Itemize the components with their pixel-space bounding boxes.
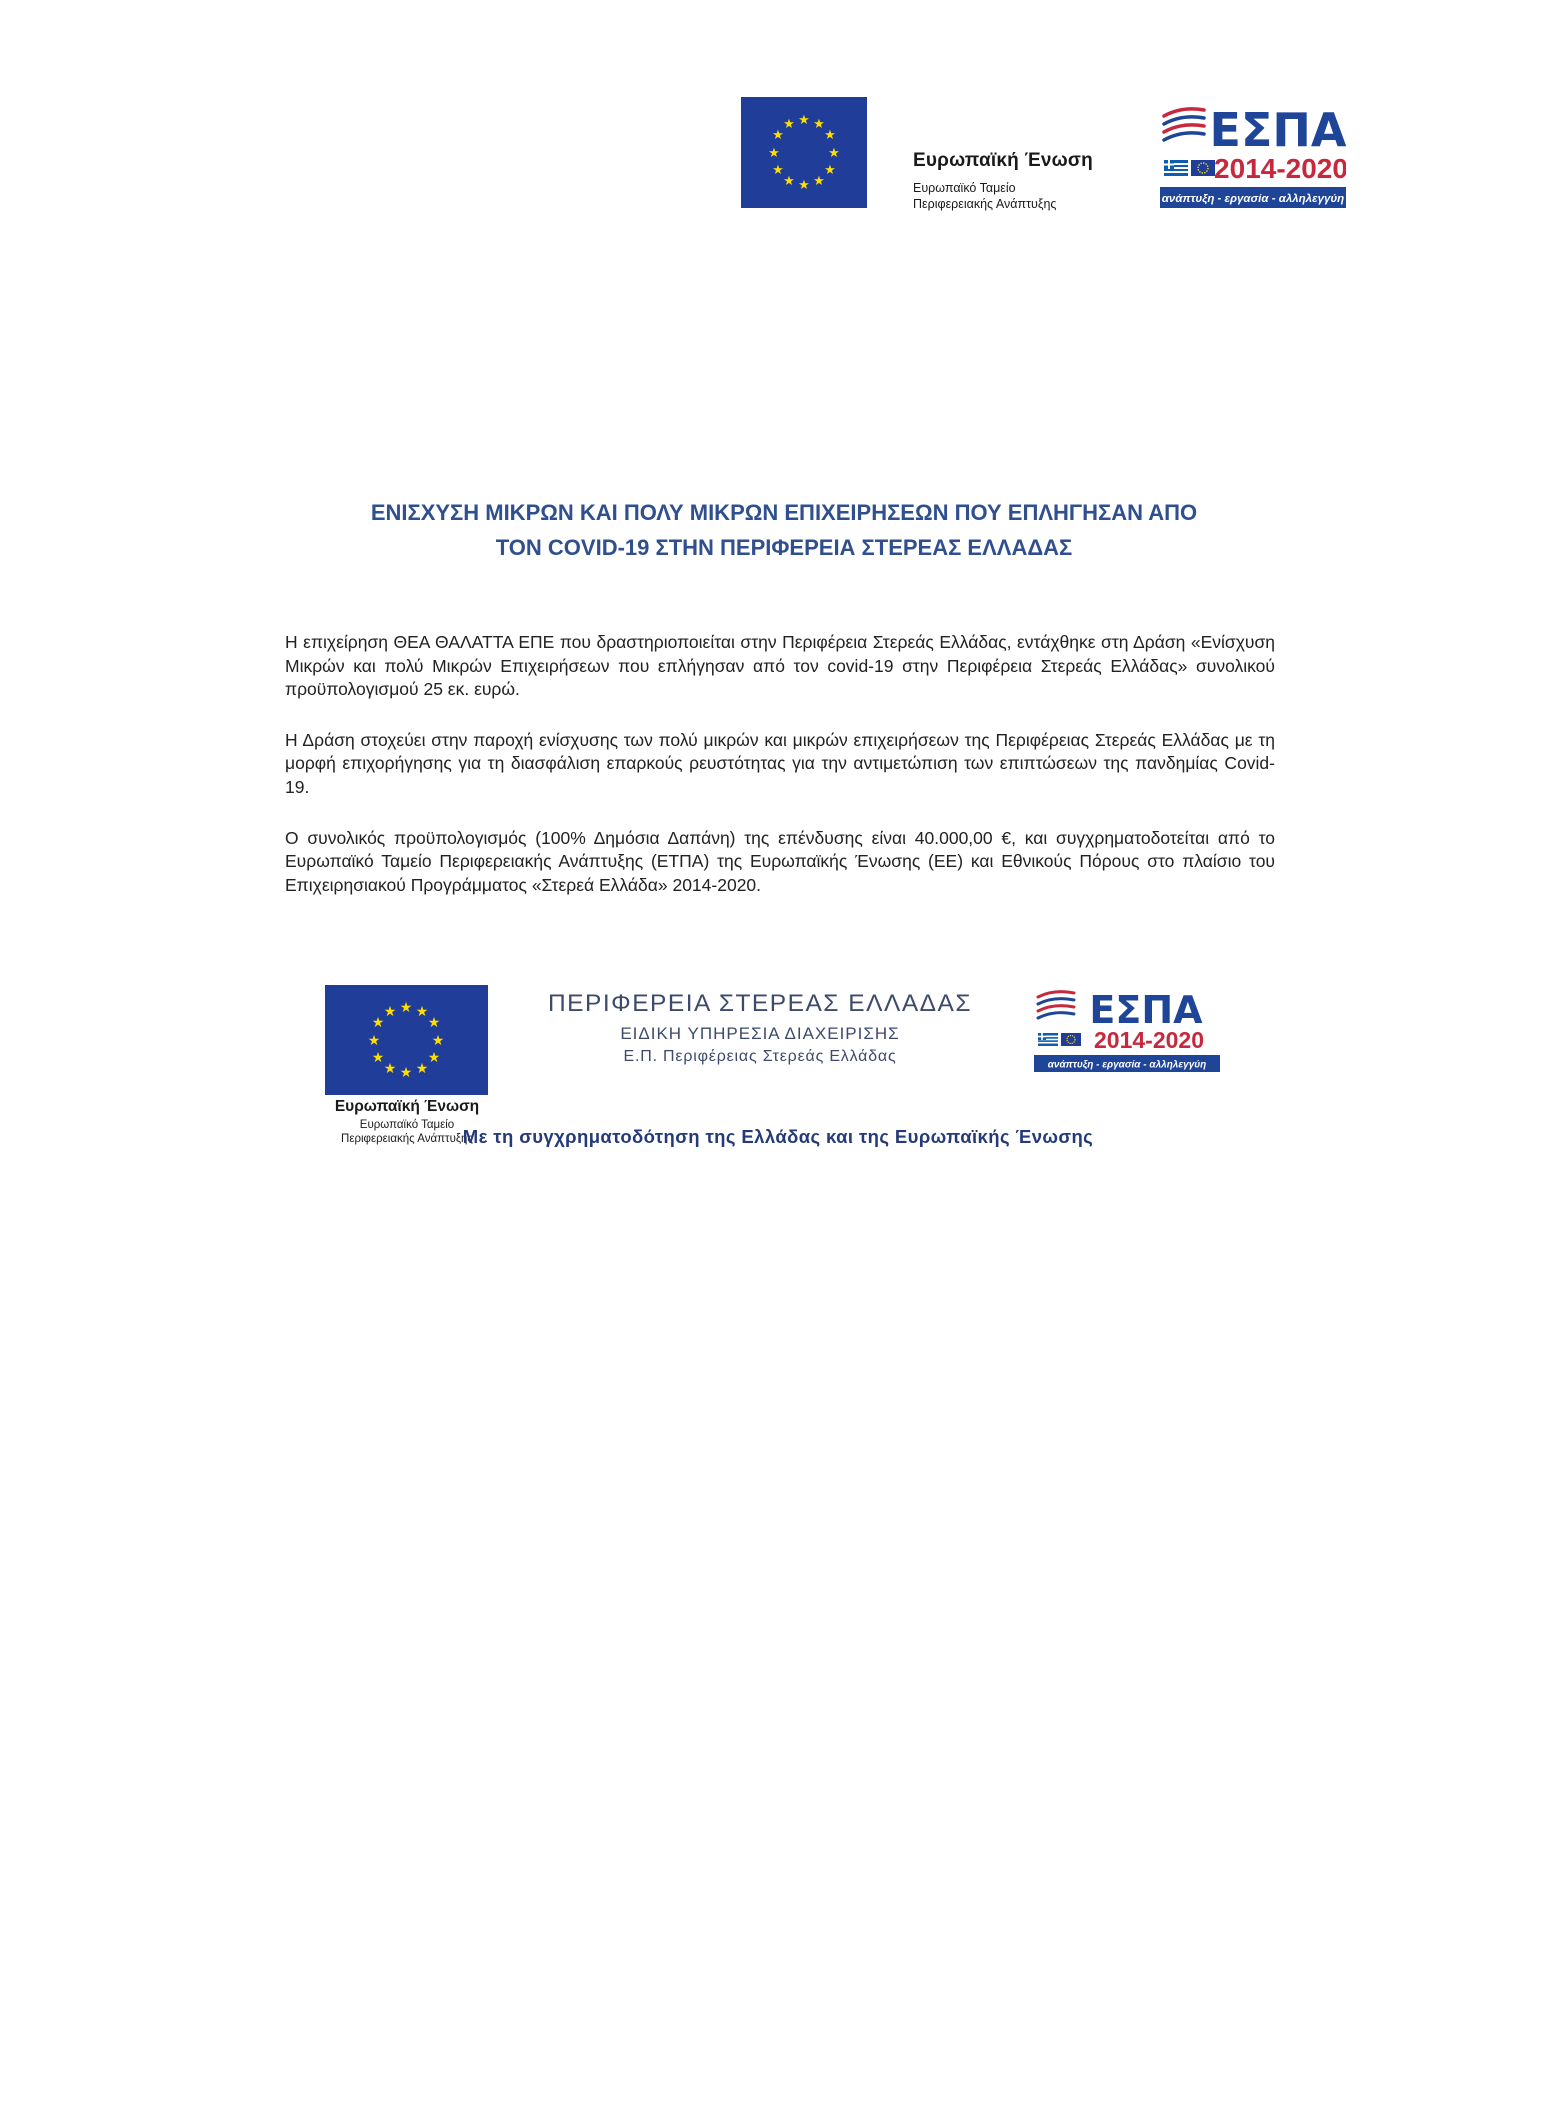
svg-text:★: ★ xyxy=(824,128,836,143)
svg-text:★: ★ xyxy=(371,1050,385,1066)
footer-espa-years: 2014-2020 xyxy=(1094,1027,1204,1053)
footer-eu-fund-line2: Περιφερειακής Ανάπτυξης xyxy=(341,1133,473,1145)
svg-text:★: ★ xyxy=(798,178,810,193)
svg-text:★: ★ xyxy=(431,1033,445,1049)
eu-logo-caption xyxy=(913,150,1093,212)
svg-text:★: ★ xyxy=(399,1000,413,1016)
document-body xyxy=(285,631,1275,924)
page-title xyxy=(230,495,1338,565)
eu-fund-line2: Περιφερειακής Ανάπτυξης xyxy=(913,197,1057,211)
footer-eu-title: Ευρωπαϊκή Ένωση xyxy=(334,1098,480,1115)
eu-title: Ευρωπαϊκή Ένωση xyxy=(913,150,1093,171)
svg-text:★: ★ xyxy=(783,117,795,132)
eu-flag-stars xyxy=(741,97,867,208)
paragraph-1: Η επιχείρηση ΘΕΑ ΘΑΛΑΤΤΑ ΕΠΕ που δραστηριοποιείται στην Περιφέρεια Στερεάς Ελλάδας, εντάχθηκε στη Δράση «Ενίσχυση Μικρών και πολύ Μικρών Επιχειρήσεων που επλήγησαν από τον covid-19 στην Περιφέρεια Στερεάς Ελλάδας» συνολικού προϋπολογισμού 25 εκ. ευρώ. xyxy=(285,632,1275,700)
footer-eu-fund-line1: Ευρωπαϊκό Ταμείο xyxy=(359,1119,455,1131)
svg-text:★: ★ xyxy=(772,163,784,178)
region-authority-block xyxy=(515,990,1005,1066)
paragraph-3: Ο συνολικός προϋπολογισμός (100% Δημόσια Δαπάνη) της επένδυσης είναι 40.000,00 €, και συγχρηματοδοτείται από το Ευρωπαϊκό Ταμείο Περιφερειακής Ανάπτυξης (ΕΤΠΑ) της Ευρωπαϊκής Ένωσης (ΕΕ) και Εθνικούς Πόρους στο πλαίσιο του Επιχειρησιακού Προγράμματος «Στερεά Ελλάδα» 2014-2020. xyxy=(285,827,1275,895)
espa-slogan: ανάπτυξη - εργασία - αλληλεγγύη xyxy=(1161,193,1345,205)
svg-text:★: ★ xyxy=(427,1050,441,1066)
svg-text:★: ★ xyxy=(772,128,784,143)
greek-flag-icon xyxy=(1164,160,1188,176)
svg-text:★: ★ xyxy=(383,1061,397,1077)
footer-greek-flag-icon xyxy=(1038,1033,1058,1046)
operational-programme: Ε.Π. Περιφέρειας Στερεάς Ελλάδας xyxy=(623,1048,897,1065)
svg-text:★: ★ xyxy=(427,1015,441,1031)
footer-espa-logo xyxy=(1034,983,1220,1072)
svg-text:★: ★ xyxy=(371,1015,385,1031)
svg-text:★: ★ xyxy=(415,1004,429,1020)
eu-flag-logo xyxy=(741,97,867,208)
svg-text:★: ★ xyxy=(415,1061,429,1077)
footer-espa-word: ΕΣΠΑ xyxy=(1089,988,1203,1032)
espa-word: ΕΣΠΑ xyxy=(1209,103,1346,157)
footer-eu-flag-logo xyxy=(325,985,488,1095)
eu-fund-line1: Ευρωπαϊκό Ταμείο xyxy=(913,181,1016,195)
svg-text:★: ★ xyxy=(798,113,810,128)
footer-eu-flag-stars xyxy=(325,985,488,1095)
cofunding-note: Με τη συγχρηματοδότηση της Ελλάδας και της Ευρωπαϊκής Ένωσης xyxy=(462,1126,1094,1147)
svg-text:★: ★ xyxy=(783,174,795,189)
svg-text:★: ★ xyxy=(828,146,840,161)
svg-text:★: ★ xyxy=(768,146,780,161)
region-name: ΠΕΡΙΦΕΡΕΙΑ ΣΤΕΡΕΑΣ ΕΛΛΑΔΑΣ xyxy=(547,990,973,1017)
footer-small-eu-flag-icon xyxy=(1061,1033,1081,1046)
espa-logo xyxy=(1160,96,1346,208)
svg-text:★: ★ xyxy=(824,163,836,178)
footer-espa-slogan: ανάπτυξη - εργασία - αλληλεγγύη xyxy=(1047,1059,1207,1071)
svg-text:★: ★ xyxy=(399,1065,413,1081)
title-line-2: ΤΟΝ COVID-19 ΣΤΗΝ ΠΕΡΙΦΕΡΕΙΑ ΣΤΕΡΕΑΣ ΕΛΛΑΔΑΣ xyxy=(495,535,1073,560)
svg-text:★: ★ xyxy=(367,1033,381,1049)
managing-authority: ΕΙΔΙΚΗ ΥΠΗΡΕΣΙΑ ΔΙΑΧΕΙΡΙΣΗΣ xyxy=(620,1024,900,1043)
svg-text:★: ★ xyxy=(813,117,825,132)
paragraph-2: Η Δράση στοχεύει στην παροχή ενίσχυσης των πολύ μικρών και μικρών επιχειρήσεων της Περιφέρειας Στερεάς Ελλάδας με τη μορφή επιχορήγησης για τη διασφάλιση επαρκούς ρευστότητας για την αντιμετώπιση των επιπτώσεων της πανδημίας Covid-19. xyxy=(285,729,1275,797)
espa-years: 2014-2020 xyxy=(1214,153,1346,184)
title-line-1: ΕΝΙΣΧΥΣΗ ΜΙΚΡΩΝ ΚΑΙ ΠΟΛΥ ΜΙΚΡΩΝ ΕΠΙΧΕΙΡΗΣΕΩΝ ΠΟΥ ΕΠΛΗΓΗΣΑΝ ΑΠΟ xyxy=(370,500,1198,525)
svg-text:★: ★ xyxy=(813,174,825,189)
small-eu-flag-icon xyxy=(1191,160,1215,176)
svg-text:★: ★ xyxy=(383,1004,397,1020)
